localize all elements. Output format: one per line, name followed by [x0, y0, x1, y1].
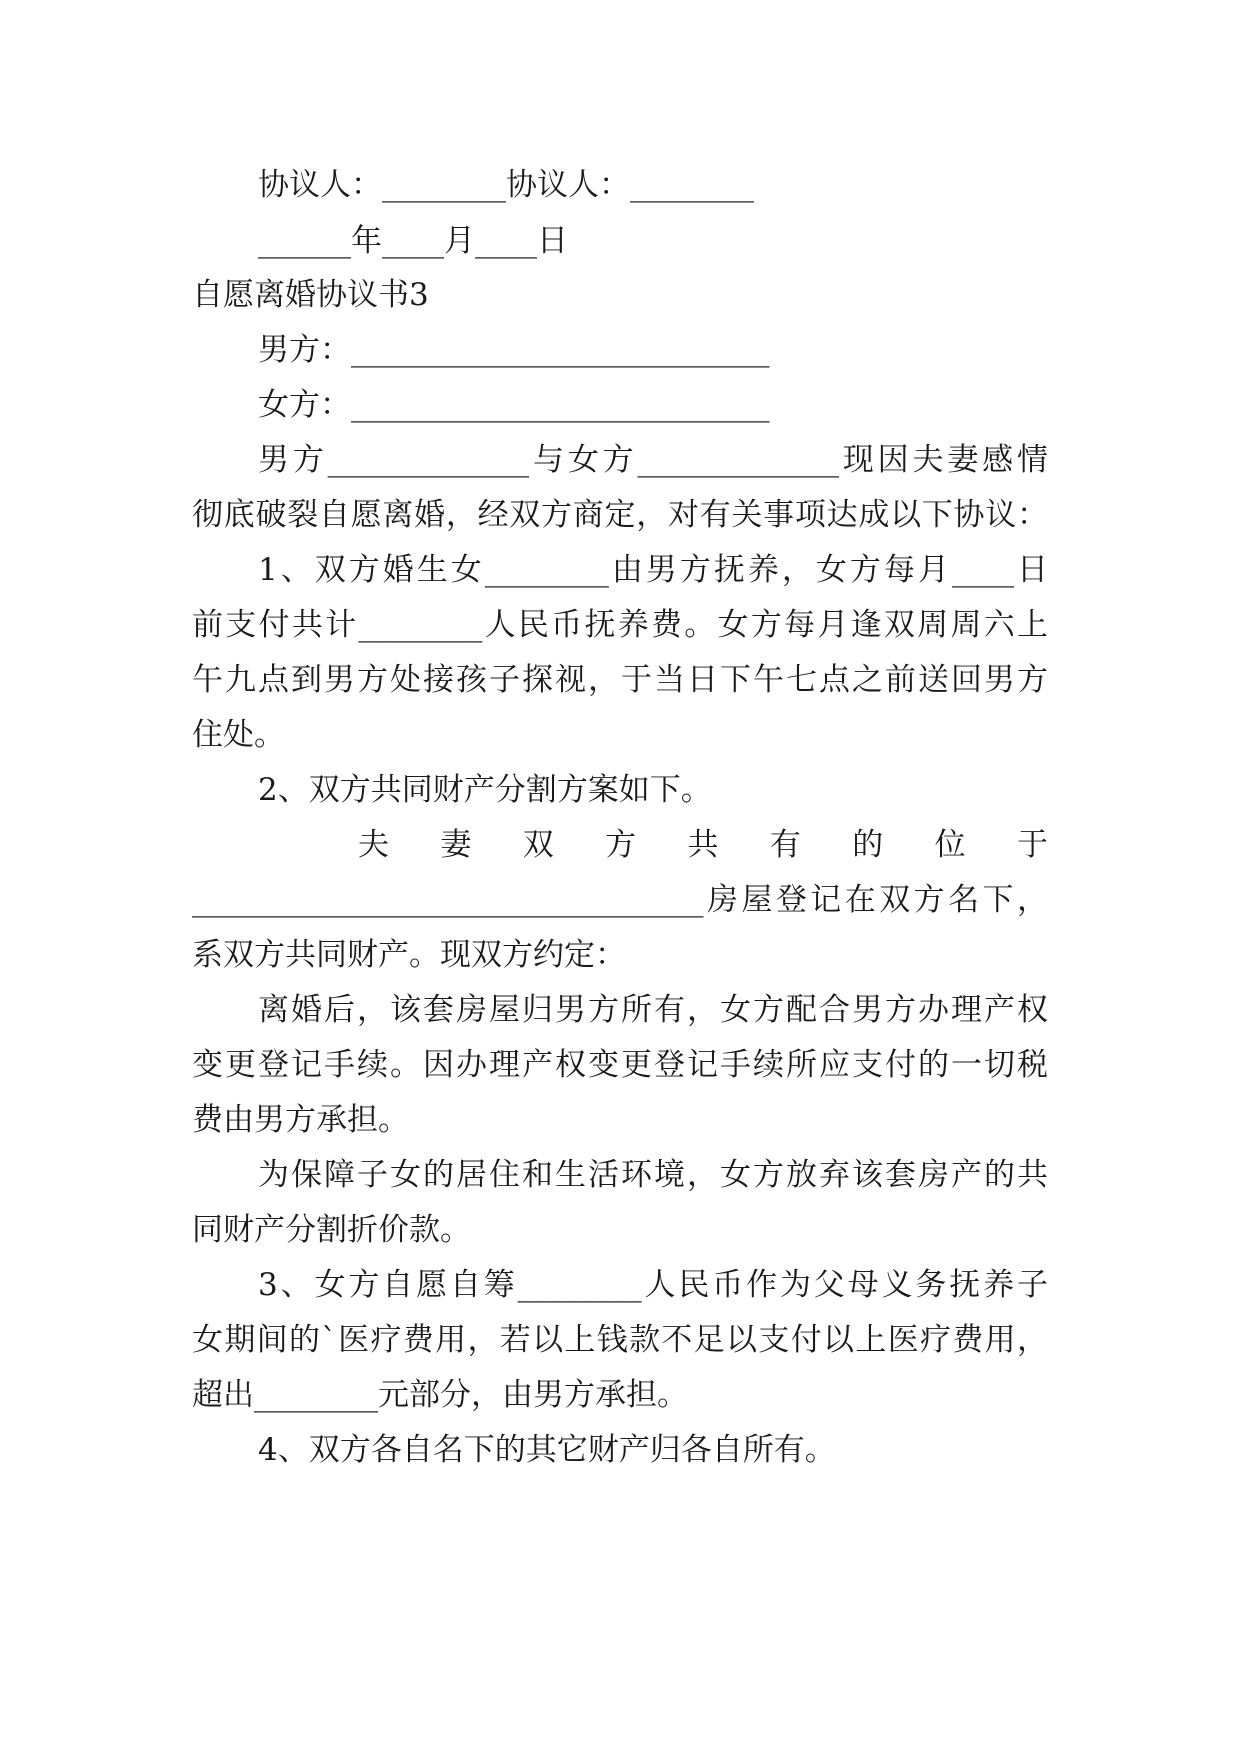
date-line: ______年____月____日 [258, 223, 568, 259]
spread-character: 有 [769, 827, 801, 863]
spread-character: 方 [605, 827, 637, 863]
clause-2-heading: 2、双方共同财产分割方案如下。 [258, 772, 712, 808]
female-party-line: 女方：___________________________ [258, 387, 770, 423]
male-party-line: 男方：___________________________ [258, 332, 770, 368]
clause-3-line: 3、女方自愿自筹________人民币作为父母义务抚养子 [258, 1267, 1048, 1303]
spread-character: 妻 [440, 827, 472, 863]
spread-character: 于 [1017, 827, 1048, 863]
document-title: 自愿离婚协议书3 [192, 277, 429, 313]
clause-2-line: _________________________________房屋登记在双方名下， [192, 882, 1048, 918]
spread-character: 的 [852, 827, 884, 863]
clause-1-line: 前支付共计________人民币抚养费。女方每月逢双周周六上 [192, 607, 1048, 643]
paragraph-line: 男方_____________与女方_____________现因夫妻感情 [258, 442, 1048, 478]
paragraph-line: 彻底破裂自愿离婚，经双方商定，对有关事项达成以下协议： [192, 497, 1048, 533]
spread-character: 共 [687, 827, 719, 863]
clause-1-line: 午九点到男方处接孩子探视，于当日下午七点之前送回男方 [192, 662, 1048, 698]
clause-4-line: 4、双方各自名下的其它财产归各自所有。 [258, 1432, 836, 1468]
spread-character: 夫 [358, 827, 389, 863]
signature-line: 协议人：________协议人：________ [258, 167, 754, 203]
clause-2-line: 费由男方承担。 [192, 1102, 409, 1138]
clause-2-line: 离婚后，该套房屋归男方所有，女方配合男方办理产权 [258, 992, 1048, 1028]
clause-2-line: 为保障子女的居住和生活环境，女方放弃该套房产的共 [258, 1157, 1048, 1193]
clause-2-line: 同财产分割折价款。 [192, 1212, 471, 1248]
clause-3-line: 超出________元部分，由男方承担。 [192, 1377, 688, 1413]
clause-3-line: 女期间的`医疗费用，若以上钱款不足以支付以上医疗费用， [192, 1322, 1048, 1358]
clause-1-line: 1、双方婚生女________由男方抚养，女方每月____日 [258, 552, 1048, 588]
spread-character: 位 [934, 827, 966, 863]
clause-2-spread-line [358, 816, 1048, 874]
clause-2-line: 系双方共同财产。现双方约定： [192, 937, 626, 973]
spread-character: 双 [522, 827, 554, 863]
clause-2-line: 变更登记手续。因办理产权变更登记手续所应支付的一切税 [192, 1047, 1048, 1083]
clause-1-line: 住处。 [192, 717, 285, 753]
